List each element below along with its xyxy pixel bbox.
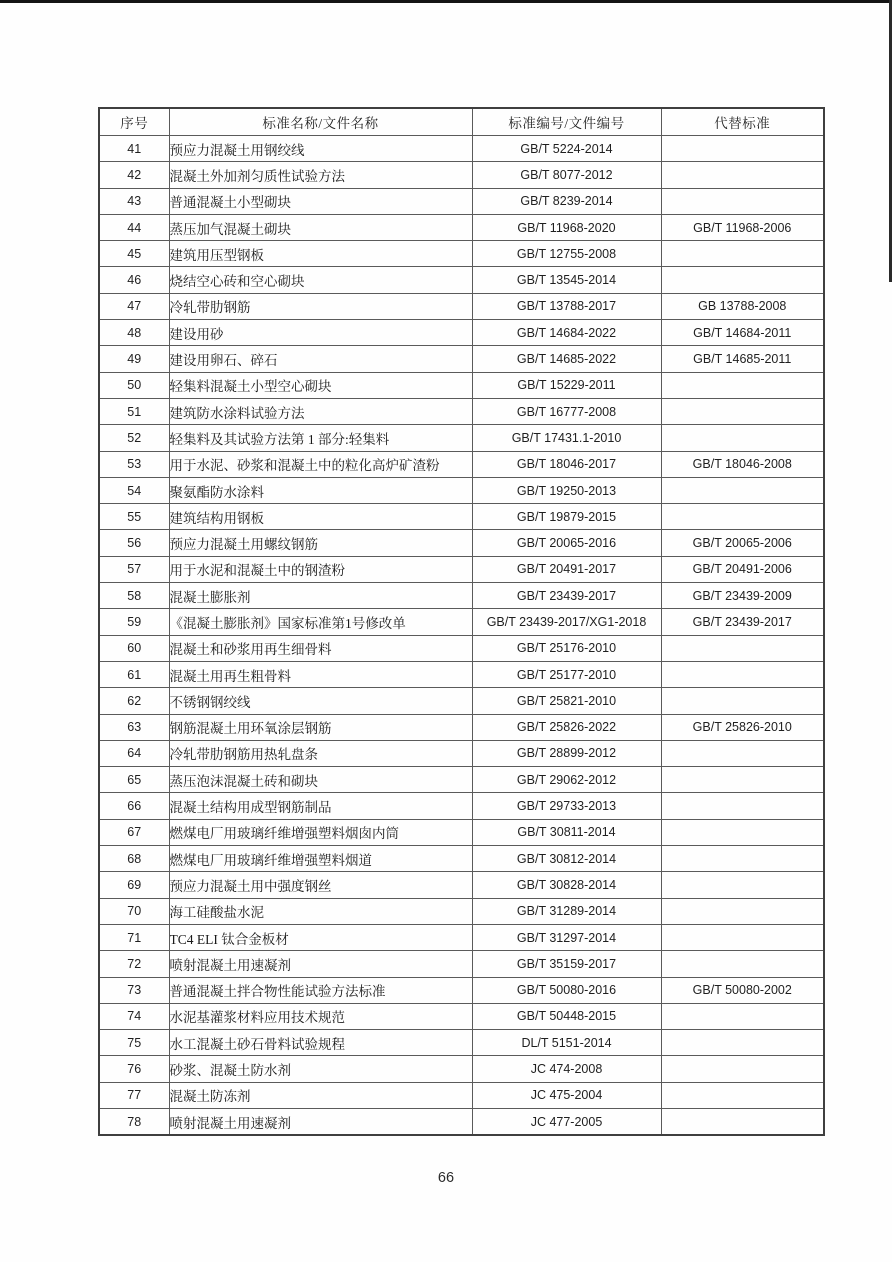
table-cell-replaced (661, 924, 824, 950)
table-cell-seq: 68 (99, 846, 169, 872)
table-cell-name: 混凝土膨胀剂 (169, 583, 472, 609)
table-cell-name: 预应力混凝土用钢绞线 (169, 136, 472, 162)
table-row (99, 398, 824, 424)
table-row (99, 1082, 824, 1108)
table-cell-name: 燃煤电厂用玻璃纤维增强塑料烟道 (169, 846, 472, 872)
table-cell-name: 混凝土外加剂匀质性试验方法 (169, 162, 472, 188)
table-cell-code: GB/T 25821-2010 (472, 688, 661, 714)
table-cell-code: GB/T 50448-2015 (472, 1003, 661, 1029)
table-cell-code: GB/T 25826-2022 (472, 714, 661, 740)
table-row (99, 1003, 824, 1029)
table-cell-seq: 63 (99, 714, 169, 740)
table-cell-name: 不锈钢钢绞线 (169, 688, 472, 714)
table-cell-seq: 57 (99, 556, 169, 582)
table-cell-seq: 49 (99, 346, 169, 372)
table-cell-code: GB/T 25177-2010 (472, 661, 661, 687)
table-cell-name: 海工硅酸盐水泥 (169, 898, 472, 924)
table-cell-name: 混凝土用再生粗骨料 (169, 661, 472, 687)
table-row (99, 583, 824, 609)
table-cell-code: GB/T 8077-2012 (472, 162, 661, 188)
table-cell-seq: 77 (99, 1082, 169, 1108)
table-row (99, 793, 824, 819)
table-cell-replaced: GB/T 20065-2006 (661, 530, 824, 556)
table-cell-seq: 60 (99, 635, 169, 661)
table-row (99, 214, 824, 240)
table-row (99, 740, 824, 766)
table-cell-replaced (661, 793, 824, 819)
table-cell-code: GB/T 31289-2014 (472, 898, 661, 924)
table-cell-replaced: GB/T 50080-2002 (661, 977, 824, 1003)
table-cell-code: GB/T 14684-2022 (472, 320, 661, 346)
table-cell-seq: 70 (99, 898, 169, 924)
table-cell-code: GB/T 25176-2010 (472, 635, 661, 661)
header-replaced-standard: 代替标准 (661, 108, 824, 136)
table-cell-name: 预应力混凝土用螺纹钢筋 (169, 530, 472, 556)
table-cell-seq: 56 (99, 530, 169, 556)
table-cell-replaced (661, 477, 824, 503)
table-cell-seq: 76 (99, 1056, 169, 1082)
table-row (99, 504, 824, 530)
table-cell-seq: 41 (99, 136, 169, 162)
table-cell-name: 普通混凝土小型砌块 (169, 188, 472, 214)
table-cell-name: 喷射混凝土用速凝剂 (169, 951, 472, 977)
table-cell-code: GB/T 14685-2022 (472, 346, 661, 372)
table-cell-replaced: GB/T 23439-2009 (661, 583, 824, 609)
table-cell-name: 燃煤电厂用玻璃纤维增强塑料烟囱内筒 (169, 819, 472, 845)
table-cell-code: GB/T 29062-2012 (472, 767, 661, 793)
table-row (99, 372, 824, 398)
table-cell-code: GB/T 23439-2017 (472, 583, 661, 609)
table-cell-code: JC 475-2004 (472, 1082, 661, 1108)
table-cell-code: GB/T 23439-2017/XG1-2018 (472, 609, 661, 635)
table-cell-code: GB/T 30811-2014 (472, 819, 661, 845)
table-cell-replaced: GB/T 11968-2006 (661, 214, 824, 240)
table-cell-name: 聚氨酯防水涂料 (169, 477, 472, 503)
table-cell-name: 建筑结构用钢板 (169, 504, 472, 530)
table-row (99, 635, 824, 661)
table-cell-replaced (661, 898, 824, 924)
table-cell-seq: 45 (99, 241, 169, 267)
table-row (99, 1056, 824, 1082)
table-cell-code: GB/T 50080-2016 (472, 977, 661, 1003)
table-cell-name: 用于水泥和混凝土中的钢渣粉 (169, 556, 472, 582)
table-cell-replaced (661, 740, 824, 766)
table-cell-replaced (661, 504, 824, 530)
table-cell-name: 轻集料及其试验方法第 1 部分:轻集料 (169, 425, 472, 451)
table-cell-name: 建设用卵石、碎石 (169, 346, 472, 372)
table-cell-name: 混凝土和砂浆用再生细骨料 (169, 635, 472, 661)
table-cell-name: 建设用砂 (169, 320, 472, 346)
table-cell-replaced (661, 872, 824, 898)
table-cell-replaced: GB 13788-2008 (661, 293, 824, 319)
table-cell-code: GB/T 31297-2014 (472, 924, 661, 950)
table-row (99, 530, 824, 556)
page-number: 66 (437, 1170, 455, 1186)
table-row (99, 1108, 824, 1135)
table-row (99, 767, 824, 793)
table-cell-seq: 71 (99, 924, 169, 950)
table-cell-seq: 72 (99, 951, 169, 977)
table-cell-replaced (661, 1003, 824, 1029)
table-cell-seq: 50 (99, 372, 169, 398)
table-row (99, 924, 824, 950)
table-cell-replaced (661, 136, 824, 162)
table-row (99, 346, 824, 372)
table-cell-name: 蒸压加气混凝土砌块 (169, 214, 472, 240)
table-cell-seq: 58 (99, 583, 169, 609)
table-body (99, 136, 824, 1136)
table-cell-name: 烧结空心砖和空心砌块 (169, 267, 472, 293)
table-cell-seq: 51 (99, 398, 169, 424)
table-row (99, 819, 824, 845)
table-cell-code: GB/T 12755-2008 (472, 241, 661, 267)
table-cell-code: GB/T 13545-2014 (472, 267, 661, 293)
table-cell-name: 钢筋混凝土用环氧涂层钢筋 (169, 714, 472, 740)
table-cell-code: GB/T 20065-2016 (472, 530, 661, 556)
table-cell-seq: 46 (99, 267, 169, 293)
table-cell-seq: 78 (99, 1108, 169, 1135)
table-cell-seq: 65 (99, 767, 169, 793)
table-cell-name: 混凝土防冻剂 (169, 1082, 472, 1108)
table-cell-name: 冷轧带肋钢筋 (169, 293, 472, 319)
table-cell-replaced (661, 398, 824, 424)
table-row (99, 425, 824, 451)
table-cell-code: GB/T 15229-2011 (472, 372, 661, 398)
table-cell-name: TC4 ELI 钛合金板材 (169, 924, 472, 950)
table-row (99, 188, 824, 214)
table-cell-code: GB/T 13788-2017 (472, 293, 661, 319)
table-cell-replaced (661, 1056, 824, 1082)
header-seq: 序号 (99, 108, 169, 136)
table-row (99, 977, 824, 1003)
table-cell-name: 建筑用压型钢板 (169, 241, 472, 267)
table-row (99, 556, 824, 582)
table-cell-replaced (661, 951, 824, 977)
table-cell-name: 建筑防水涂料试验方法 (169, 398, 472, 424)
table-cell-name: 冷轧带肋钢筋用热轧盘条 (169, 740, 472, 766)
table-row (99, 162, 824, 188)
table-row (99, 951, 824, 977)
table-cell-replaced: GB/T 18046-2008 (661, 451, 824, 477)
table-cell-seq: 62 (99, 688, 169, 714)
table-cell-code: GB/T 19879-2015 (472, 504, 661, 530)
table-cell-replaced: GB/T 23439-2017 (661, 609, 824, 635)
table-row (99, 1030, 824, 1056)
table-cell-name: 普通混凝土拌合物性能试验方法标准 (169, 977, 472, 1003)
table-cell-code: GB/T 11968-2020 (472, 214, 661, 240)
header-standard-code: 标准编号/文件编号 (472, 108, 661, 136)
table-cell-code: GB/T 30812-2014 (472, 846, 661, 872)
table-cell-code: JC 477-2005 (472, 1108, 661, 1135)
table-cell-seq: 52 (99, 425, 169, 451)
table-cell-replaced (661, 162, 824, 188)
table-cell-replaced (661, 1108, 824, 1135)
table-cell-name: 喷射混凝土用速凝剂 (169, 1108, 472, 1135)
table-row (99, 320, 824, 346)
table-row (99, 267, 824, 293)
table-cell-replaced (661, 767, 824, 793)
table-cell-code: GB/T 17431.1-2010 (472, 425, 661, 451)
table-cell-seq: 67 (99, 819, 169, 845)
table-row (99, 477, 824, 503)
table-cell-replaced: GB/T 25826-2010 (661, 714, 824, 740)
table-cell-seq: 48 (99, 320, 169, 346)
table-cell-seq: 42 (99, 162, 169, 188)
table-row (99, 241, 824, 267)
table-cell-replaced (661, 1030, 824, 1056)
table-row (99, 898, 824, 924)
table-cell-seq: 59 (99, 609, 169, 635)
table-cell-seq: 66 (99, 793, 169, 819)
table-cell-name: 水泥基灌浆材料应用技术规范 (169, 1003, 472, 1029)
table-cell-code: GB/T 18046-2017 (472, 451, 661, 477)
table-row (99, 714, 824, 740)
table-cell-name: 轻集料混凝土小型空心砌块 (169, 372, 472, 398)
table-cell-seq: 64 (99, 740, 169, 766)
table-cell-seq: 44 (99, 214, 169, 240)
table-cell-seq: 53 (99, 451, 169, 477)
table-cell-code: GB/T 28899-2012 (472, 740, 661, 766)
table-cell-name: 混凝土结构用成型钢筋制品 (169, 793, 472, 819)
table-row (99, 136, 824, 162)
standards-table (98, 107, 825, 1136)
table-cell-name: 用于水泥、砂浆和混凝土中的粒化高炉矿渣粉 (169, 451, 472, 477)
table-cell-seq: 73 (99, 977, 169, 1003)
table-cell-code: GB/T 30828-2014 (472, 872, 661, 898)
table-cell-name: 预应力混凝土用中强度钢丝 (169, 872, 472, 898)
table-cell-replaced: GB/T 14685-2011 (661, 346, 824, 372)
table-cell-replaced: GB/T 20491-2006 (661, 556, 824, 582)
table-cell-replaced (661, 241, 824, 267)
table-row (99, 451, 824, 477)
table-cell-seq: 69 (99, 872, 169, 898)
table-cell-code: GB/T 5224-2014 (472, 136, 661, 162)
table-row (99, 688, 824, 714)
table-row (99, 609, 824, 635)
table-cell-replaced (661, 425, 824, 451)
table-cell-seq: 55 (99, 504, 169, 530)
table-row (99, 846, 824, 872)
table-row (99, 293, 824, 319)
table-cell-seq: 47 (99, 293, 169, 319)
table-cell-name: 砂浆、混凝土防水剂 (169, 1056, 472, 1082)
table-cell-name: 《混凝土膨胀剂》国家标准第1号修改单 (169, 609, 472, 635)
table-cell-seq: 74 (99, 1003, 169, 1029)
table-cell-replaced (661, 846, 824, 872)
table-row (99, 872, 824, 898)
table-cell-name: 蒸压泡沫混凝土砖和砌块 (169, 767, 472, 793)
table-cell-code: GB/T 19250-2013 (472, 477, 661, 503)
table-cell-seq: 61 (99, 661, 169, 687)
table-cell-code: GB/T 29733-2013 (472, 793, 661, 819)
table-cell-code: GB/T 35159-2017 (472, 951, 661, 977)
header-standard-name: 标准名称/文件名称 (169, 108, 472, 136)
table-header-row (99, 108, 824, 136)
table-cell-replaced (661, 372, 824, 398)
table-cell-replaced (661, 688, 824, 714)
table-cell-seq: 75 (99, 1030, 169, 1056)
table-cell-seq: 43 (99, 188, 169, 214)
table-cell-code: JC 474-2008 (472, 1056, 661, 1082)
table-cell-code: GB/T 20491-2017 (472, 556, 661, 582)
table-row (99, 661, 824, 687)
table-cell-code: GB/T 16777-2008 (472, 398, 661, 424)
table-cell-replaced (661, 188, 824, 214)
table-cell-name: 水工混凝土砂石骨料试验规程 (169, 1030, 472, 1056)
table-cell-code: GB/T 8239-2014 (472, 188, 661, 214)
table-cell-replaced (661, 819, 824, 845)
scan-edge-top (0, 0, 892, 3)
table-cell-replaced (661, 661, 824, 687)
table-cell-seq: 54 (99, 477, 169, 503)
table-cell-replaced: GB/T 14684-2011 (661, 320, 824, 346)
table-cell-replaced (661, 1082, 824, 1108)
table-cell-replaced (661, 635, 824, 661)
table-cell-replaced (661, 267, 824, 293)
table-cell-code: DL/T 5151-2014 (472, 1030, 661, 1056)
